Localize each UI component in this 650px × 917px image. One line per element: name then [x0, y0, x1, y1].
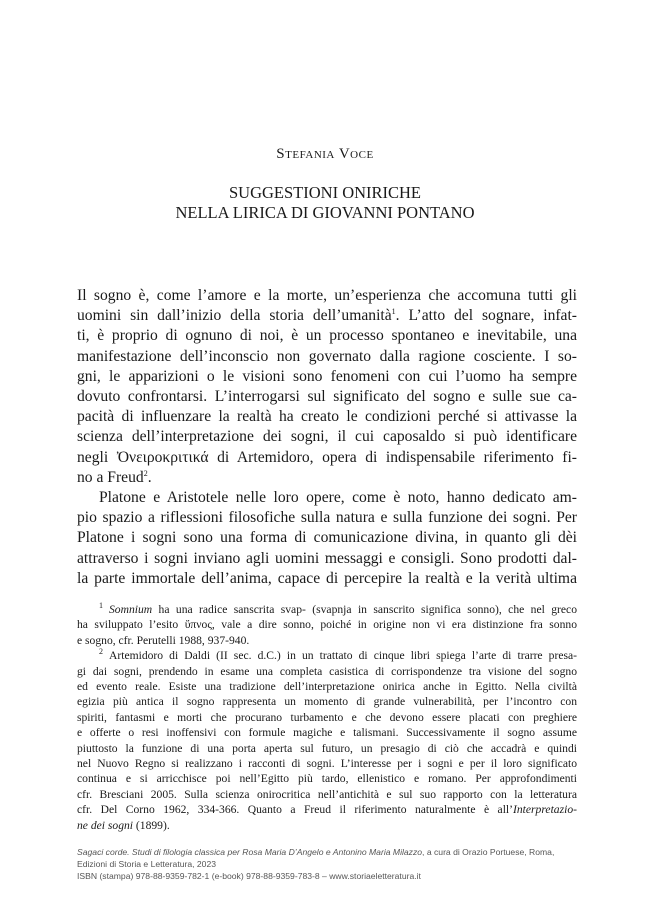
footnote-ref-1[interactable]: 1 [391, 307, 396, 317]
text-line: attraverso i sogni inviano agli uomini messaggi e consigli. Sono prodotti dal- [77, 549, 577, 567]
footnote-line: e offerte o resi inoffensivi con formule magiche e talismani. Successivamente il sogno assume [77, 726, 577, 740]
footnote-number: 2 [99, 647, 103, 657]
text-line: dovuto confrontarsi. L’interrogarsi sul significato del sogno e sulle sue ca- [77, 388, 577, 406]
author-name: Stefania Voce [276, 146, 374, 162]
text-line: no a Freud$^2$. [77, 468, 152, 486]
footnote-ref-2[interactable]: 2 [143, 468, 148, 478]
footer-line: Edizioni di Storia e Letteratura, 2023 [77, 859, 217, 869]
text-line: uomini sin dall’inizio della storia dell’umanità$^1$. L’atto del sognare, infat- [77, 307, 578, 325]
text-line: gni, le apparizioni o le visioni sono fenomeni con cui l’uomo ha sempre [77, 367, 577, 385]
footnote-line: ha sviluppato l’esito ὕπνος, vale a dire sonno, poiché in origine non vi era distinzione fra sonno [77, 618, 577, 632]
footer-line: Sagaci corde. Studi di filologia classica per Rosa Maria D’Angelo e Antonino Maria Milazzo, a cura di Orazio Portuese, Roma, [77, 847, 555, 857]
article-title [0, 183, 650, 223]
footnote-line: continua e si arricchisce poi nell’Egitto più tardo, ellenistico e romano. Per approfondimenti [77, 772, 577, 786]
footnote-line: spiriti, fantasmi e morti che procurano turbamento e che devono essere placati con preghiere [77, 710, 577, 724]
text-line: negli Ὀνειροκριτικά di Artemidoro, opera di indispensabile riferimento fi- [77, 448, 577, 466]
footnote-number: 1 [99, 601, 103, 611]
paragraph-2 [77, 488, 577, 589]
text-line: la parte immortale dell’anima, capace di percepire la realtà e la verità ultima [77, 569, 577, 587]
footnote-line: cfr. Del Corno 1962, 334-366. Quanto a Freud il riferimento naturalmente è all’Interpretazio- [77, 803, 577, 817]
text-line: ti, è proprio di ognuno di noi, è un processo spontaneo e inevitabile, una [77, 327, 577, 345]
text-line: scienza dell’interpretazione dei sogni, il cui caposaldo si può identificare [77, 428, 577, 446]
footnote-line: gi dai sogni, prendendo in esame una completa casistica di corrispondenze tra visione del sogno [77, 664, 577, 678]
text-line: Platone i sogni sono una forma di comunicazione divina, in quanto gli dèi [77, 529, 577, 547]
text-line: pacità di influenzare la realtà ha creato le condizioni perché si attivasse la [77, 408, 577, 426]
footnote-1 [77, 602, 577, 648]
publication-footer [77, 846, 577, 882]
text-line: pio spazio a riflessioni filosofiche sulla natura e sulla funzione dei sogni. Per [77, 509, 577, 527]
footnote-line: $^2$ Artemidoro di Daldi (II sec. d.C.) in un trattato di cinque libri spiega l’arte di trarre presa- [99, 647, 577, 663]
title-line-1: SUGGESTIONI ONIRICHE [228, 183, 422, 202]
main-text [77, 286, 577, 589]
title-line-2: NELLA LIRICA DI GIOVANNI PONTANO [175, 203, 475, 222]
footnote-line: e sogno, cfr. Perutelli 1988, 937-940. [77, 633, 250, 647]
footer-line: ISBN (stampa) 978-88-9359-782-1 (e-book) 978-88-9359-783-8 – www.storiaeletteratura.it [77, 871, 421, 881]
text-line: manifestazione dell’inconscio non governato dalla ragione cosciente. I so- [77, 347, 577, 365]
footnotes [77, 602, 577, 833]
footnote-line: $^1$ Somnium ha una radice sanscrita svap- (svapnja in sanscrito significa sonno), che nel greco [99, 601, 577, 616]
footnote-2 [77, 648, 577, 833]
text-line: Il sogno è, come l’amore e la morte, un’esperienza che accomuna tutti gli [77, 287, 577, 304]
text-line: Platone e Aristotele nelle loro opere, come è noto, hanno dedicato am- [99, 489, 577, 507]
footnote-line: egizia più antica il sogno rappresenta un momento di grande vulnerabilità, per l’incontro con [77, 695, 577, 709]
footnote-line: nel Nuovo Regno si realizzano i racconti di sogni. L’interesse per i sogni e per il loro significato [77, 757, 577, 771]
footnote-line: ed evento reale. Esiste una tradizione dell’interpretazione onirica anche in Egitto. Nella civiltà [77, 680, 577, 694]
paragraph-1 [77, 286, 577, 488]
greek-title: Ὀνειροκριτικά [116, 448, 209, 466]
footnote-line: cfr. Bresciani 2005. Sulla scienza onirocritica nell’antichità e sul suo rapporto con la letteratura [77, 787, 577, 801]
footnote-line: piuttosto la funzione di una porta aperta sul futuro, un presagio di ciò che accadrà e quindi [77, 741, 577, 755]
footnote-line: ne dei sogni (1899). [77, 818, 170, 832]
